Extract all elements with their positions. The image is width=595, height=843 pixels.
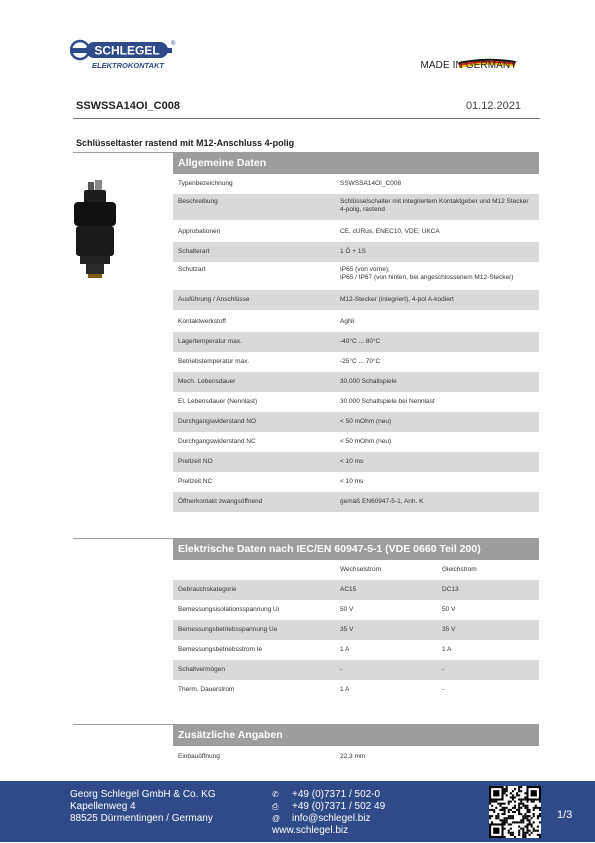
schlegel-logo (70, 38, 178, 72)
general-row (173, 492, 539, 512)
row-label: Bemessungsbetriebsspannung Ue (178, 626, 278, 633)
row-label: Bemessungsisolationsspannung Ui (178, 606, 280, 613)
general-row (173, 412, 539, 432)
header-divider (73, 118, 540, 119)
row-value-line: SSWSSA14OI_C008 (340, 180, 402, 187)
general-row (173, 392, 539, 412)
row-label: Prellzeit NO (178, 458, 213, 465)
section-heading-electrical: Elektrische Daten nach IEC/EN 60947-5-1 (VDE 0660 Teil 200) (173, 538, 539, 560)
row-label: Öffnerkontakt zwangsöffnend (178, 498, 263, 505)
electrical-row (173, 660, 539, 680)
general-row (173, 352, 539, 372)
fax-number: +49 (0)7371 / 502 49 (292, 801, 386, 812)
general-row (173, 332, 539, 352)
row-value (340, 358, 380, 365)
electrical-row (173, 600, 539, 620)
row-label: Durchgangswiderstand NO (178, 418, 257, 425)
row-label: El. Lebensdauer (Nennlast) (178, 398, 258, 405)
row-value (340, 438, 391, 445)
ac-value: - (340, 666, 343, 673)
section-rule (73, 538, 173, 539)
row-label: Lagertemperatur max. (178, 338, 242, 345)
row-value (340, 248, 366, 255)
company-address (70, 789, 216, 825)
registered-mark: ® (171, 41, 176, 47)
general-row (173, 174, 539, 194)
row-value (340, 478, 363, 485)
row-value-line: AgNi (340, 318, 355, 325)
dc-value: - (442, 686, 445, 693)
row-value (340, 180, 401, 187)
company-city: 88525 Dürmentingen / Germany (70, 813, 213, 824)
page-number: 1/3 (557, 809, 573, 821)
general-row (173, 290, 539, 310)
dc-value: - (442, 666, 445, 673)
section-heading-general: Allgemeine Daten (173, 152, 539, 174)
general-row (173, 312, 539, 332)
general-row (173, 194, 539, 220)
row-label: Kontaktwerkstoff (178, 318, 226, 325)
general-row (173, 242, 539, 262)
row-label: Ausführung / Anschlüsse (178, 296, 250, 303)
product-image (70, 180, 120, 290)
row-value (340, 498, 423, 505)
ac-value: 1 A (340, 686, 350, 693)
row-value (340, 338, 380, 345)
general-row (173, 372, 539, 392)
row-label: Schutzart (178, 266, 206, 273)
general-row (173, 432, 539, 452)
made-in-germany: MADE IN GERMANY (420, 60, 517, 71)
row-value-line: IP65 / IP67 (von hinten, bei angeschlossenem M12-Stecker) (340, 274, 514, 281)
electrical-row (173, 640, 539, 660)
row-value-line: 4-polig, rastend (340, 206, 385, 213)
extra-row (173, 747, 539, 767)
row-value-line: IP65 (von vorne); (340, 266, 390, 273)
fax-icon: ⎙ (272, 802, 279, 811)
general-row (173, 472, 539, 492)
row-label: Schalterart (178, 248, 210, 255)
general-row (173, 262, 539, 288)
electrical-row (173, 580, 539, 600)
row-label: Prellzeit NC (178, 478, 213, 485)
section-rule (73, 724, 173, 725)
electrical-row (173, 620, 539, 640)
row-value (340, 198, 529, 214)
row-value (340, 296, 454, 303)
footer (0, 781, 595, 842)
phone-icon: ✆ (272, 790, 279, 799)
row-value (340, 378, 397, 385)
row-value-line: -40°C ... 80°C (340, 338, 381, 345)
electrical-column-header (173, 560, 539, 580)
row-value (340, 228, 440, 235)
row-value (340, 318, 354, 325)
col-ac-header: Wechselstrom (340, 566, 382, 573)
company-name: Georg Schlegel GmbH & Co. KG (70, 789, 216, 800)
ac-value: 35 V (340, 626, 354, 633)
row-value (340, 458, 363, 465)
ac-value: 1 A (340, 646, 350, 653)
row-label: Bemessungsbetriebsstrom Ie (178, 646, 263, 653)
row-value-line: 30.000 Schaltspiele (340, 378, 397, 385)
row-label: Mech. Lebensdauer (178, 378, 236, 385)
row-value-line: -25°C ... 70°C (340, 358, 381, 365)
email-icon: @ (272, 814, 281, 823)
row-value-line: < 50 mOhm (neu) (340, 418, 392, 425)
row-value: 22,3 mm (340, 753, 366, 760)
website-link[interactable]: www.schlegel.biz (272, 825, 349, 836)
dc-value: DC13 (442, 586, 459, 593)
row-value-line: < 50 mOhm (neu) (340, 438, 392, 445)
row-value-line: 1 Ö + 1S (340, 248, 366, 255)
col-dc-header: Gleichstrom (442, 566, 477, 573)
row-label: Gebrauchskategorie (178, 586, 237, 593)
row-value-line: M12-Stecker (integriert), 4-pol A-kodiert (340, 296, 454, 303)
electrical-row (173, 680, 539, 700)
company-street: Kapellenweg 4 (70, 801, 136, 812)
row-value-line: gemäß EN60947-5-1, Anh. K (340, 498, 424, 505)
row-label: Typenbezeichnung (178, 180, 233, 187)
logo-subtitle: ELEKTROKONTAKT (92, 61, 164, 70)
section-heading-extra: Zusätzliche Angaben (173, 724, 539, 746)
phone-number[interactable]: +49 (0)7371 / 502-0 (292, 789, 381, 800)
qr-code (489, 786, 541, 838)
dc-value: 50 V (442, 606, 456, 613)
row-value-line: < 10 ms (340, 478, 364, 485)
row-label: Therm. Dauerstrom (178, 686, 235, 693)
row-value-line: Schlüsselschalter mit integriertem Kontaktgeber und M12 Stecker (340, 198, 529, 205)
row-label: Beschreibung (178, 198, 218, 205)
row-value-line: CE, cURus, ENEC10, VDE, UKCA (340, 228, 440, 235)
document-id: SSWSSA14OI_C008 (76, 100, 180, 112)
section-rule (73, 152, 173, 153)
ac-value: AC15 (340, 586, 357, 593)
row-value-line: < 10 ms (340, 458, 364, 465)
email-link[interactable]: info@schlegel.biz (292, 813, 371, 824)
product-title: Schlüsseltaster rastend mit M12-Anschluss 4-polig (76, 138, 295, 148)
row-value-line: 30.000 Schaltspiele bei Nennlast (340, 398, 435, 405)
row-value (340, 398, 435, 405)
ac-value: 50 V (340, 606, 354, 613)
row-label: Durchgangswiderstand NC (178, 438, 256, 445)
dc-value: 35 V (442, 626, 456, 633)
document-date: 01.12.2021 (465, 100, 521, 112)
logo-wordmark: SCHLEGEL (94, 43, 160, 58)
row-value (340, 266, 513, 282)
row-label: Einbauöffnung (178, 753, 220, 760)
dc-value: 1 A (442, 646, 452, 653)
general-row (173, 222, 539, 242)
row-label: Betriebstemperatur max. (178, 358, 250, 365)
row-label: Approbationen (178, 228, 221, 235)
general-row (173, 452, 539, 472)
row-value (340, 418, 391, 425)
row-label: Schaltvermögen (178, 666, 225, 673)
